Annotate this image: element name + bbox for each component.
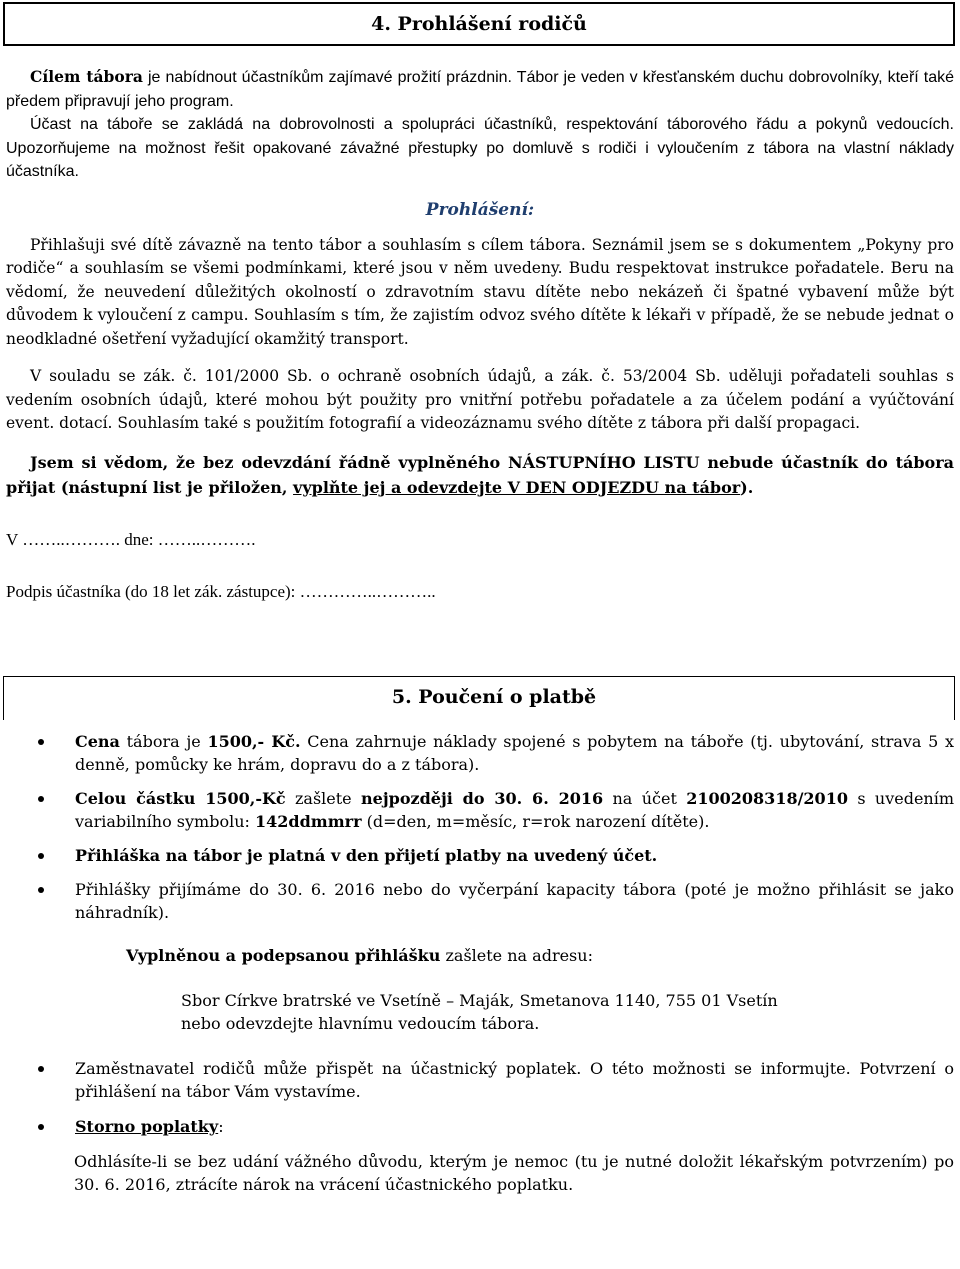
deadline-item (0, 878, 960, 924)
camp-goal-label: Cílem tábora (30, 67, 143, 86)
address-block (0, 989, 960, 1035)
address-line-1: Sbor Církve bratrské ve Vsetíně – Maják, Smetanova 1140, 755 01 Vsetín (181, 991, 778, 1010)
participation-paragraph (6, 113, 954, 184)
section5-body (0, 730, 960, 1196)
employer-text: Zaměstnavatel rodičů může přispět na účastnický poplatek. O této možnosti se informujte. Potvrzení o přihlášení na tábor Vám vystavíme. (75, 1059, 954, 1101)
storno-item (0, 1115, 960, 1138)
address-line-2: nebo odevzdejte hlavnímu vedoucím tábora. (181, 1014, 540, 1033)
bullet-icon (38, 887, 44, 893)
notice-end: ). (740, 477, 754, 497)
variable-symbol: 142ddmmrr (255, 812, 362, 831)
section5-header (3, 676, 955, 720)
notice-text: Jsem si vědom, že bez odevzdání řádně vyplněného NÁSTUPNÍHO LISTU nebude účastník do tábora přijat (nástupní list je přiložen, (6, 452, 954, 497)
payment-item (0, 787, 960, 833)
declaration-title: Prohlášení: (425, 199, 535, 220)
price-label: Cena (75, 732, 120, 751)
signature-line: Podpis účastníka (do 18 let zák. zástupce): …………..……….. (6, 581, 436, 601)
payment-text-b: na účet (603, 789, 687, 808)
bullet-icon (38, 796, 44, 802)
section4-header (3, 2, 955, 46)
storno-colon: : (218, 1117, 224, 1136)
price-text-b: Cena zahrnuje náklady spojené s pobytem na táboře (tj. ubytování, strava 5 x denně, pomůcky ke hrám, dopravu do a z tábora). (75, 732, 955, 774)
payment-text-d: (d=den, m=měsíc, r=rok narození dítěte). (361, 812, 710, 831)
send-text: zašlete na adresu: (440, 946, 593, 965)
storno-title: Storno poplatky (75, 1117, 219, 1136)
send-label: Vyplněnou a podepsanou přihlášku (126, 946, 441, 965)
section4-body (6, 65, 954, 602)
validity-text: Přihláška na tábor je platná v den přijetí platby na uvedený účet. (75, 846, 658, 865)
participation-text: Účast na táboře se zakládá na dobrovolnosti a spolupráci účastníků, respektování táborového řádu a pokynů vedoucích. (30, 116, 954, 133)
storno-text: Odhlásíte-li se bez udání vážného důvodu, kterým je nemoc (tu je nutné doložit lékařským potvrzením) po 30. 6. 2016, ztrácíte nárok na vrácení účastnického poplatku. (74, 1152, 954, 1194)
payment-deadline: nejpozději do 30. 6. 2016 (361, 789, 604, 808)
bullet-icon (38, 739, 44, 745)
price-text-a: tábora je (119, 732, 208, 751)
section5-title: 5. Poučení o platbě (391, 686, 597, 708)
employer-item (0, 1057, 960, 1103)
price-value: 1500,- Kč. (207, 732, 301, 751)
payment-amount: Celou částku 1500,-Kč (75, 789, 286, 808)
camp-goal-text: je nabídnout účastníkům zajímavé prožití prázdnin. Tábor je veden v křesťanském duchu dobrovolníky, kteří také předem připravují jeho program. (6, 69, 954, 110)
notice-underlined: vyplňte jej a odevzdejte V DEN ODJEZDU na tábor (293, 477, 741, 497)
section4-title: 4. Prohlášení rodičů (371, 13, 587, 35)
place-date-line: V ……..………. dne: ……..………. (6, 529, 256, 549)
gdpr-paragraph: V souladu se zák. č. 101/2000 Sb. o ochraně osobních údajů, a zák. č. 53/2004 Sb. uděluji pořadateli souhlas s vedením osobních údajů, které mohou být použity pro vnitřní potřebu pořadatele a za účelem podání a vyúčtování event. dotací. Souhlasím také s použitím fotografií a videozáznamu svého dítěte z tábora při další propagaci. (6, 367, 954, 432)
entry-list-notice (6, 450, 954, 500)
bullet-icon (38, 853, 44, 859)
payment-text-c: s uvedením variabilního symbolu: (75, 789, 955, 831)
bullet-icon (38, 1124, 44, 1130)
expulsion-text: Upozorňujeme na možnost řešit opakované závažné přestupky po domluvě s rodiči i vyloučením z tábora na vlastní náklady účastníka. (6, 139, 954, 180)
bullet-icon (38, 1066, 44, 1072)
price-item (0, 730, 960, 776)
declaration-paragraph: Přihlašuji své dítě závazně na tento tábor a souhlasím s cílem tábora. Seznámil jsem se s dokumentem „Pokyny pro rodiče“ a souhlasím se všemi podmínkami, které jsou v něm uvedeny. Budu respektovat instrukce pořadatele. Beru na vědomí, že neuvedení důležitých okolností o zdravotním stavu dítěte nebo nekázeň či špatné vybavení může být důvodem k vyloučení z campu. Souhlasím s tím, že zajistím odvoz svého dítěte k lékaři v případě, že se nebude jednat o neodkladné ošetření vyžadující okamžitý transport. (6, 235, 954, 348)
bank-account: 2100208318/2010 (686, 789, 848, 808)
payment-text-a: zašlete (285, 789, 362, 808)
deadline-text: Přihlášky přijímáme do 30. 6. 2016 nebo do vyčerpání kapacity tábora (poté je možno přihlásit se jako náhradník). (75, 880, 954, 922)
validity-item (0, 844, 960, 867)
send-instruction (0, 944, 960, 967)
camp-goal-paragraph (6, 65, 954, 113)
